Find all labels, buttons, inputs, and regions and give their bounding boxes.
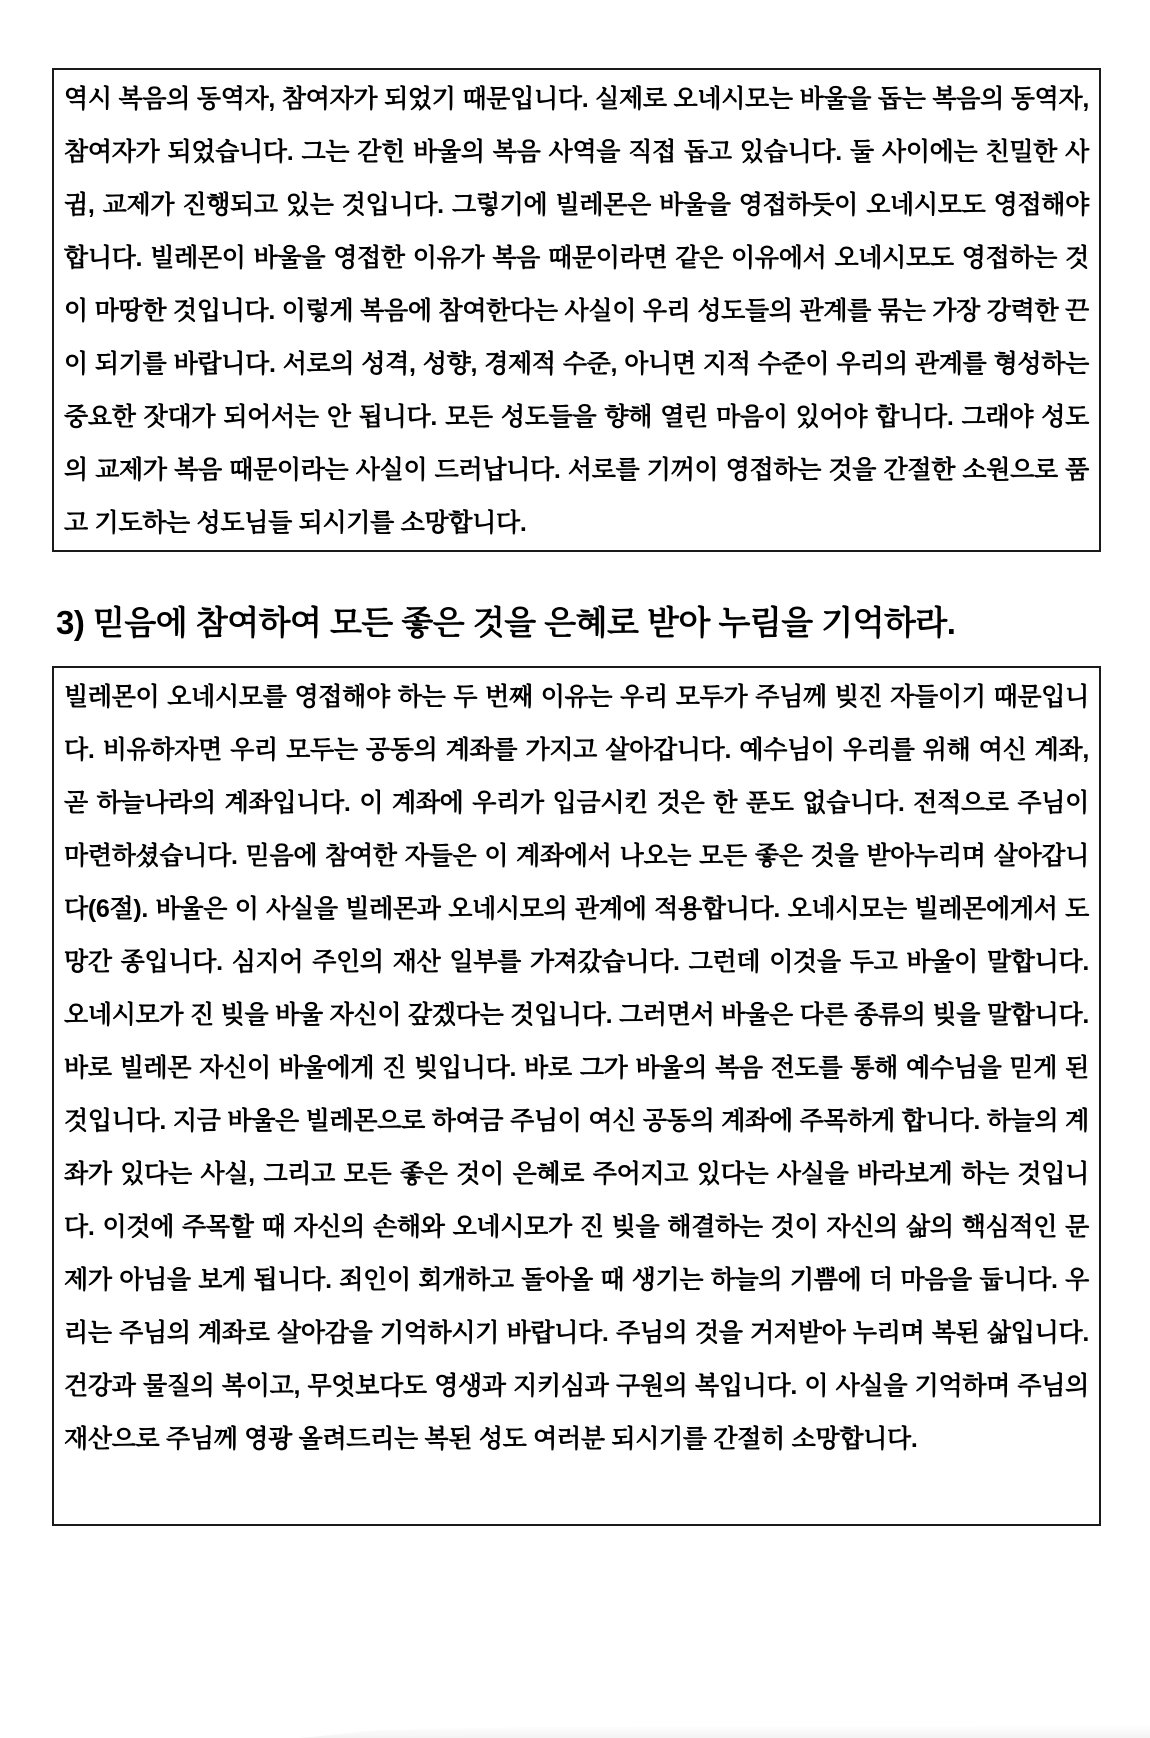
page-bottom-shadow	[300, 1724, 1150, 1738]
section-3-heading: 3) 믿음에 참여하여 모든 좋은 것을 은혜로 받아 누림을 기억하라.	[56, 604, 956, 641]
paragraph-box-2	[52, 666, 1101, 1526]
paragraph-box-2-text: 빌레몬이 오네시모를 영접해야 하는 두 번째 이유는 우리 모두가 주님께 빚진 자들이기 때문입니다. 비유하자면 우리 모두는 공동의 계좌를 가지고 살아갑니다. 예수님이 우리를 위해 여신 계좌, 곧 하늘나라의 계좌입니다. 이 계좌에 우리가 입금시킨 것은 한 푼도 없습니다. 전적으로 주님이 마련하셨습니다. 믿음에 참여한 자들은 이 계좌에서 나오는 모든 좋은 것을 받아누리며 살아갑니다(6절). 바울은 이 사실을 빌레몬과 오네시모의 관계에 적용합니다. 오네시모는 빌레몬에게서 도망간 종입니다. 심지어 주인의 재산 일부를 가져갔습니다. 그런데 이것을 두고 바울이 말합니다. 오네시모가 진 빚을 바울 자신이 갚겠다는 것입니다. 그러면서 바울은 다른 종류의 빚을 말합니다. 바로 빌레몬 자신이 바울에게 진 빚입니다. 바로 그가 바울의 복음 전도를 통해 예수님을 믿게 된 것입니다. 지금 바울은 빌레몬으로 하여금 주님이 여신 공동의 계좌에 주목하게 합니다. 하늘의 계좌가 있다는 사실, 그리고 모든 좋은 것이 은혜로 주어지고 있다는 사실을 바라보게 하는 것입니다. 이것에 주목할 때 자신의 손해와 오네시모가 진 빚을 해결하는 것이 자신의 삶의 핵심적인 문제가 아님을 보게 됩니다. 죄인이 회개하고 돌아올 때 생기는 하늘의 기쁨에 더 마음을 둡니다. 우리는 주님의 계좌로 살아감을 기억하시기 바랍니다. 주님의 것을 거저받아 누리며 복된 삶입니다. 건강과 물질의 복이고, 무엇보다도 영생과 지키심과 구원의 복입니다. 이 사실을 기억하며 주님의 재산으로 주님께 영광 올려드리는 복된 성도 여러분 되시기를 간절히 소망합니다.	[64, 683, 1089, 1453]
paragraph-box-1	[52, 68, 1101, 552]
paragraph-box-1-text: 역시 복음의 동역자, 참여자가 되었기 때문입니다. 실제로 오네시모는 바울을 돕는 복음의 동역자, 참여자가 되었습니다. 그는 갇힌 바울의 복음 사역을 직접 돕고 있습니다. 둘 사이에는 친밀한 사귐, 교제가 진행되고 있는 것입니다. 그렇기에 빌레몬은 바울을 영접하듯이 오네시모도 영접해야 합니다. 빌레몬이 바울을 영접한 이유가 복음 때문이라면 같은 이유에서 오네시모도 영접하는 것이 마땅한 것입니다. 이렇게 복음에 참여한다는 사실이 우리 성도들의 관계를 묶는 가장 강력한 끈이 되기를 바랍니다. 서로의 성격, 성향, 경제적 수준, 아니면 지적 수준이 우리의 관계를 형성하는 중요한 잣대가 되어서는 안 됩니다. 모든 성도들을 향해 열린 마음이 있어야 합니다. 그래야 성도의 교제가 복음 때문이라는 사실이 드러납니다. 서로를 기꺼이 영접하는 것을 간절한 소원으로 품고 기도하는 성도님들 되시기를 소망합니다.	[64, 85, 1089, 537]
